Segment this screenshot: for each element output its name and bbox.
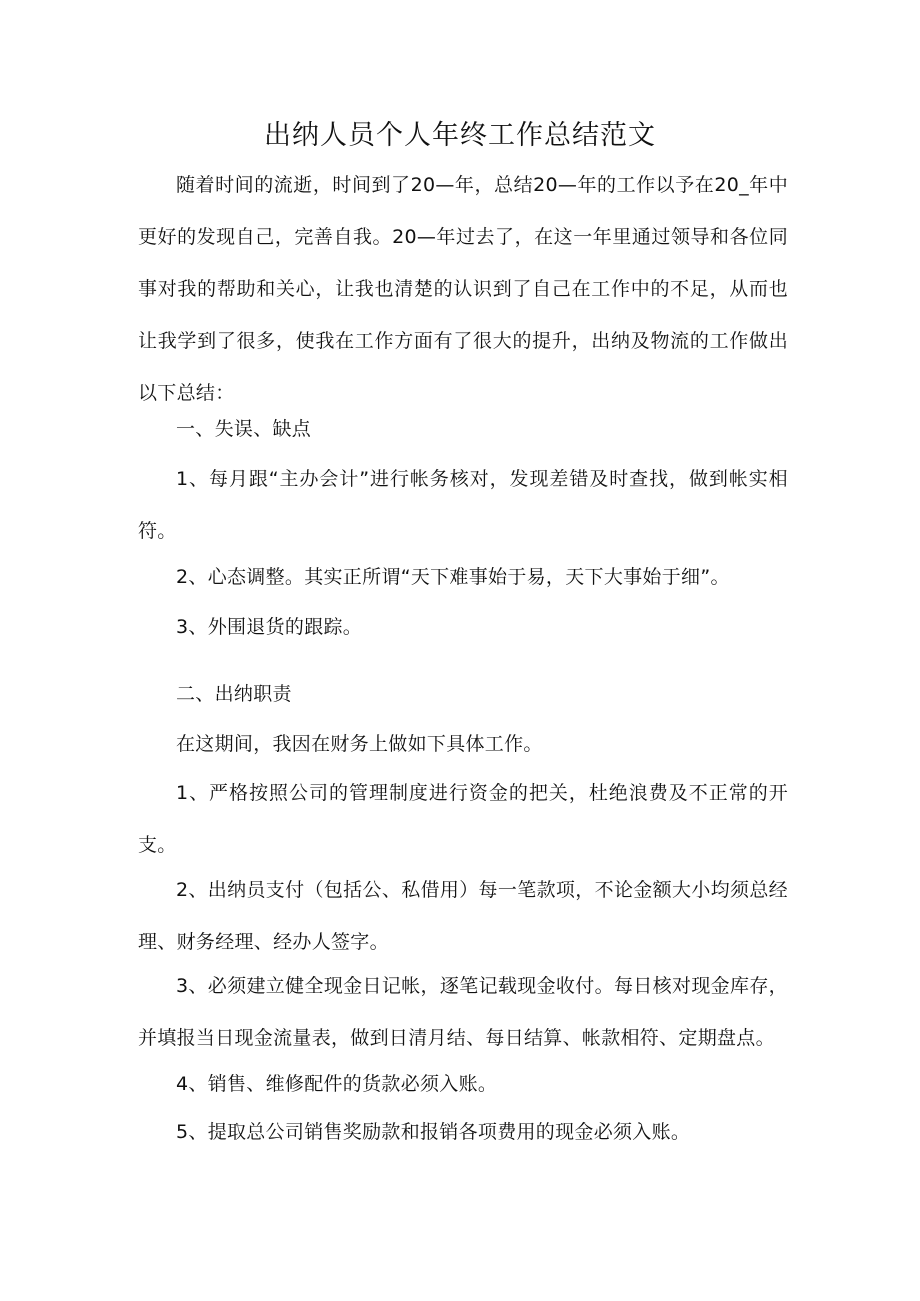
list-item: 3、外围退货的跟踪。 [176, 616, 363, 638]
section-heading-2: 二、出纳职责 [176, 683, 292, 705]
list-item: 1、严格按照公司的管理制度进行资金的把关，杜绝浪费及不正常的开支。 [138, 782, 788, 856]
list-item: 4、销售、维修配件的货款必须入账。 [176, 1073, 498, 1095]
list-item: 5、提取总公司销售奖励款和报销各项费用的现金必须入账。 [176, 1121, 691, 1143]
section-heading-1: 一、失误、缺点 [176, 418, 312, 440]
document-title: 出纳人员个人年终工作总结范文 [264, 120, 656, 151]
list-item: 3、必须建立健全现金日记帐，逐笔记载现金收付。每日核对现金库存，并填报当日现金流量表，做到日清月结、每日结算、帐款相符、定期盘点。 [138, 975, 788, 1049]
body-paragraph: 在这期间，我因在财务上做如下具体工作。 [176, 733, 543, 755]
list-item: 2、出纳员支付（包括公、私借用）每一笔款项，不论金额大小均须总经理、财务经理、经办人签字。 [138, 879, 788, 953]
list-item: 1、每月跟“主办会计”进行帐务核对，发现差错及时查找，做到帐实相符。 [138, 468, 788, 542]
intro-paragraph: 随着时间的流逝，时间到了20—年，总结20—年的工作以予在20_年中更好的发现自己，完善自我。20—年过去了，在这一年里通过领导和各位同事对我的帮助和关心，让我也清楚的认识到了自己在工作中的不足，从而也让我学到了很多，使我在工作方面有了很大的提升，出纳及物流的工作做出以下总结： [138, 174, 788, 404]
list-item: 2、心态调整。其实正所谓“天下难事始于易，天下大事始于细”。 [176, 566, 730, 588]
